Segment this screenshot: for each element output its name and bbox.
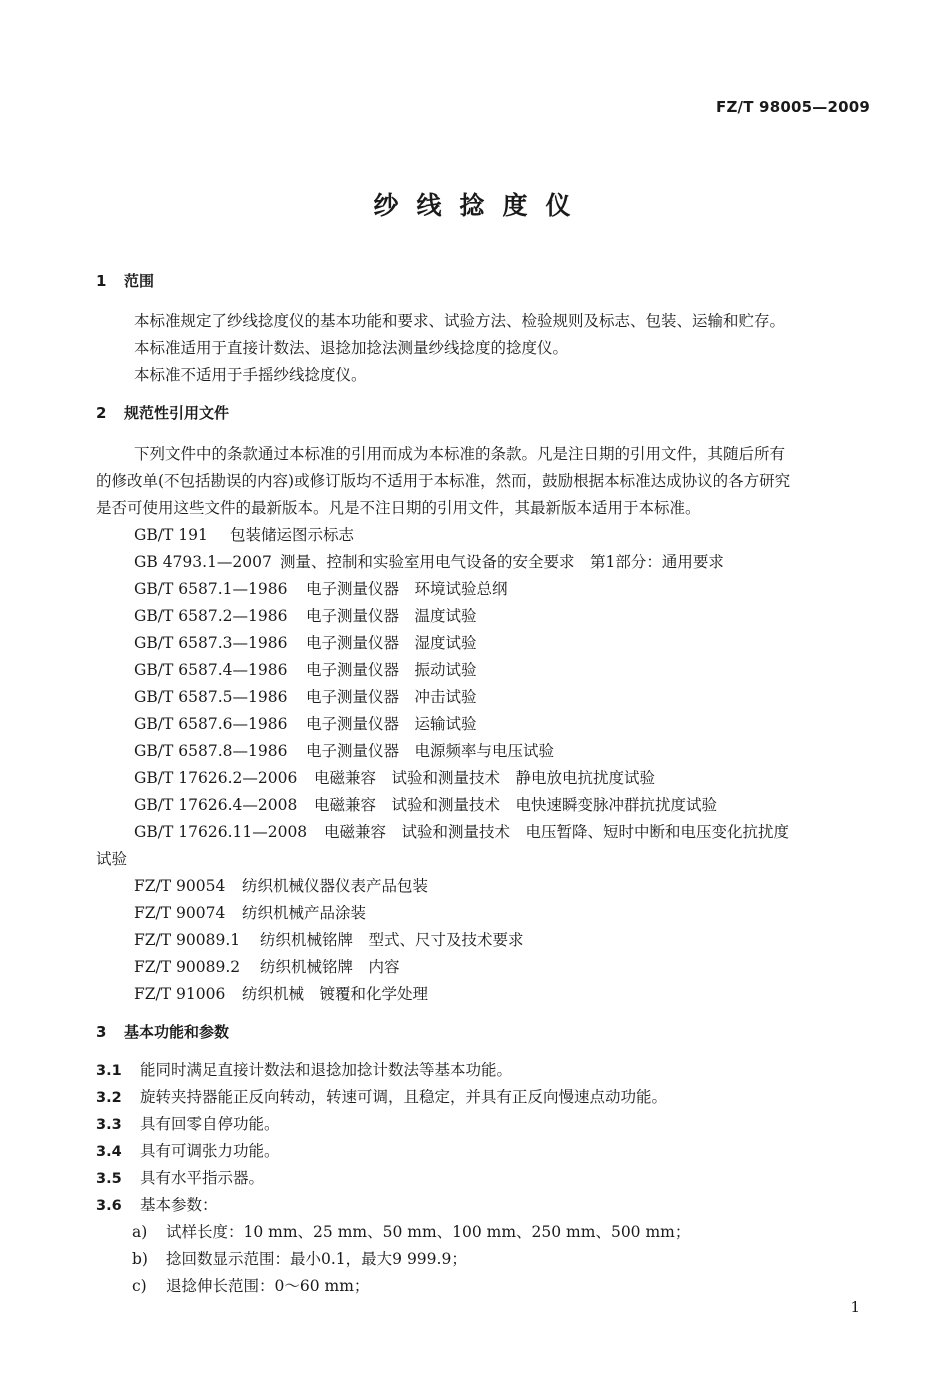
section-title: 范围 bbox=[124, 272, 155, 290]
clause-number: 3.6 bbox=[96, 1198, 122, 1214]
reference-item bbox=[134, 928, 524, 950]
reference-item bbox=[134, 820, 789, 842]
item-marker: a) bbox=[132, 1223, 148, 1241]
clause bbox=[96, 1112, 280, 1134]
intro-line: 是否可使用这些文件的最新版本。凡是不注日期的引用文件，其最新版本适用于本标准。 bbox=[96, 499, 701, 517]
clause-text: 具有水平指示器。 bbox=[140, 1169, 265, 1187]
reference-title: 电子测量仪器 环境试验总纲 bbox=[306, 580, 508, 598]
paragraph: 本标准适用于直接计数法、退捻加捻法测量纱线捻度的捻度仪。 bbox=[134, 339, 569, 357]
reference-title: 电磁兼容 试验和测量技术 电快速瞬变脉冲群抗扰度试验 bbox=[314, 796, 718, 814]
clause-text: 具有可调张力功能。 bbox=[140, 1142, 280, 1160]
clause-number: 3.4 bbox=[96, 1144, 122, 1160]
reference-item bbox=[134, 766, 655, 788]
reference-title: 电子测量仪器 温度试验 bbox=[306, 607, 477, 625]
item-marker: c) bbox=[132, 1277, 147, 1295]
clause-text: 能同时满足直接计数法和退捻加捻计数法等基本功能。 bbox=[140, 1061, 513, 1079]
section-2-heading bbox=[96, 402, 229, 423]
reference-title: 电磁兼容 试验和测量技术 静电放电抗扰度试验 bbox=[314, 769, 656, 787]
clause-number: 3.2 bbox=[96, 1090, 122, 1106]
reference-title: 包装储运图示标志 bbox=[230, 526, 355, 544]
reference-title: 电子测量仪器 电源频率与电压试验 bbox=[306, 742, 555, 760]
clause bbox=[96, 1085, 667, 1107]
section-number: 1 bbox=[96, 272, 107, 290]
reference-item bbox=[134, 793, 717, 815]
reference-title: 电子测量仪器 冲击试验 bbox=[306, 688, 477, 706]
clause-text: 具有回零自停功能。 bbox=[140, 1115, 280, 1133]
parameter-item bbox=[132, 1247, 467, 1269]
clause bbox=[96, 1058, 512, 1080]
reference-item bbox=[134, 874, 428, 896]
reference-item bbox=[134, 685, 477, 707]
section-title: 规范性引用文件 bbox=[124, 404, 230, 422]
clause-text: 基本参数： bbox=[140, 1196, 218, 1214]
item-text: 退捻伸长范围：0～60 mm； bbox=[166, 1277, 370, 1295]
reference-code: FZ/T 91006 bbox=[134, 985, 226, 1003]
reference-code: GB/T 6587.8—1986 bbox=[134, 742, 288, 760]
reference-code: FZ/T 90074 bbox=[134, 904, 226, 922]
parameter-item bbox=[132, 1274, 369, 1296]
reference-title: 纺织机械仪器仪表产品包装 bbox=[242, 877, 429, 895]
clause-number: 3.1 bbox=[96, 1063, 122, 1079]
reference-item bbox=[134, 739, 554, 761]
reference-item bbox=[134, 955, 400, 977]
reference-item bbox=[134, 577, 508, 599]
reference-code: GB/T 17626.2—2006 bbox=[134, 769, 298, 787]
reference-code: FZ/T 90089.2 bbox=[134, 958, 241, 976]
reference-code: GB/T 6587.3—1986 bbox=[134, 634, 288, 652]
clause-text: 旋转夹持器能正反向转动，转速可调，且稳定，并具有正反向慢速点动功能。 bbox=[140, 1088, 668, 1106]
reference-code: FZ/T 90054 bbox=[134, 877, 226, 895]
reference-title: 电子测量仪器 湿度试验 bbox=[306, 634, 477, 652]
section-number: 2 bbox=[96, 404, 107, 422]
section-3-heading bbox=[96, 1021, 229, 1042]
clause bbox=[96, 1139, 280, 1161]
item-text: 试样长度：10 mm、25 mm、50 mm、100 mm、250 mm、500 mm； bbox=[166, 1223, 691, 1241]
reference-code: GB/T 6587.1—1986 bbox=[134, 580, 288, 598]
clause-number: 3.5 bbox=[96, 1171, 122, 1187]
reference-title: 测量、控制和实验室用电气设备的安全要求 第1部分：通用要求 bbox=[280, 553, 724, 571]
reference-code: FZ/T 90089.1 bbox=[134, 931, 241, 949]
item-text: 捻回数显示范围：最小0.1，最大9 999.9； bbox=[166, 1250, 467, 1268]
reference-item bbox=[134, 550, 724, 572]
reference-item bbox=[134, 982, 428, 1004]
reference-item bbox=[134, 604, 477, 626]
reference-title: 纺织机械铭牌 型式、尺寸及技术要求 bbox=[260, 931, 524, 949]
intro-line: 下列文件中的条款通过本标准的引用而成为本标准的条款。凡是注日期的引用文件，其随后所有 bbox=[134, 445, 786, 463]
reference-code: GB/T 191 bbox=[134, 526, 208, 544]
clause bbox=[96, 1166, 264, 1188]
reference-continuation: 试验 bbox=[96, 850, 128, 868]
reference-item bbox=[134, 901, 366, 923]
reference-code: GB 4793.1—2007 bbox=[134, 553, 272, 571]
section-number: 3 bbox=[96, 1023, 107, 1041]
reference-code: GB/T 6587.4—1986 bbox=[134, 661, 288, 679]
document-title: 纱线捻度仪 bbox=[373, 191, 589, 220]
reference-code: GB/T 6587.6—1986 bbox=[134, 715, 288, 733]
reference-title: 纺织机械铭牌 内容 bbox=[260, 958, 400, 976]
reference-item bbox=[134, 658, 477, 680]
intro-line: 的修改单(不包括勘误的内容)或修订版均不适用于本标准，然而，鼓励根据本标准达成协议的各方研究 bbox=[96, 472, 791, 490]
parameter-item bbox=[132, 1220, 690, 1242]
clause bbox=[96, 1193, 218, 1215]
reference-title: 纺织机械 镀覆和化学处理 bbox=[242, 985, 429, 1003]
page-number: 1 bbox=[850, 1298, 860, 1316]
reference-title: 电子测量仪器 运输试验 bbox=[306, 715, 477, 733]
reference-code: GB/T 17626.11—2008 bbox=[134, 823, 308, 841]
standard-number: FZ/T 98005—2009 bbox=[716, 98, 870, 116]
clause-number: 3.3 bbox=[96, 1117, 122, 1133]
section-title: 基本功能和参数 bbox=[124, 1023, 230, 1041]
reference-item bbox=[134, 712, 477, 734]
reference-item bbox=[134, 523, 354, 545]
item-marker: b) bbox=[132, 1250, 148, 1268]
paragraph: 本标准规定了纱线捻度仪的基本功能和要求、试验方法、检验规则及标志、包装、运输和贮存。 bbox=[134, 312, 786, 330]
reference-code: GB/T 17626.4—2008 bbox=[134, 796, 298, 814]
reference-item bbox=[134, 631, 477, 653]
reference-title: 纺织机械产品涂装 bbox=[242, 904, 367, 922]
reference-title: 电磁兼容 试验和测量技术 电压暂降、短时中断和电压变化抗扰度 bbox=[324, 823, 790, 841]
reference-code: GB/T 6587.2—1986 bbox=[134, 607, 288, 625]
paragraph: 本标准不适用于手摇纱线捻度仪。 bbox=[134, 366, 367, 384]
reference-title: 电子测量仪器 振动试验 bbox=[306, 661, 477, 679]
reference-code: GB/T 6587.5—1986 bbox=[134, 688, 288, 706]
section-1-heading bbox=[96, 270, 154, 291]
